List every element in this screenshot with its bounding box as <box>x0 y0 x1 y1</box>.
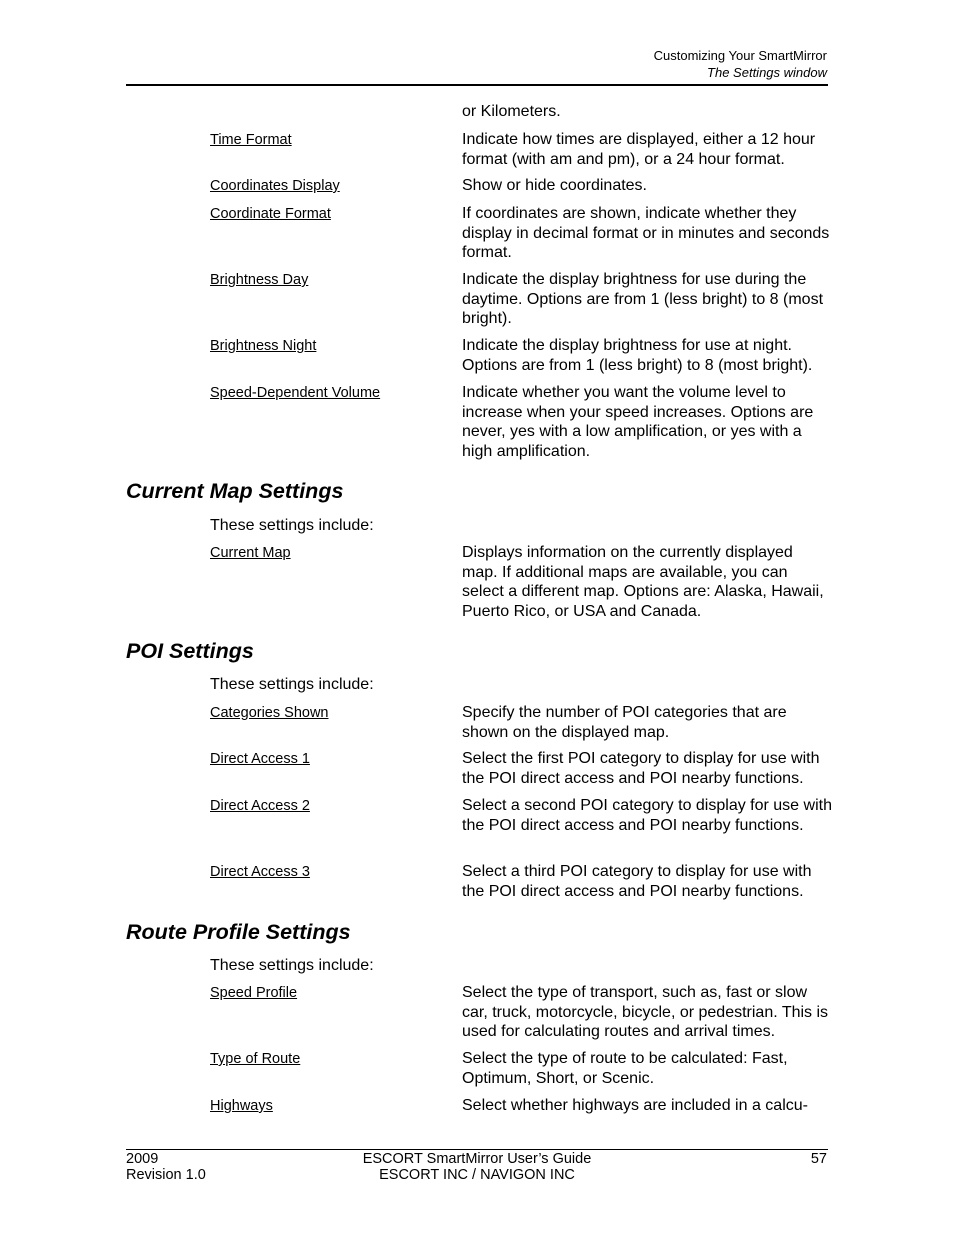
heading-poi-settings: POI Settings <box>126 639 254 663</box>
intro-route-profile: These settings include: <box>210 957 374 974</box>
heading-current-map-settings: Current Map Settings <box>126 479 344 503</box>
term-time-format: Time Format <box>210 132 292 148</box>
desc-direct-access-3: Select a third POI category to display for use with the POI direct access and POI nearby functions. <box>462 863 812 900</box>
footer-year: 2009 <box>126 1151 159 1167</box>
intro-current-map: These settings include: <box>210 517 374 534</box>
footer-rule <box>126 1149 828 1150</box>
intro-poi: These settings include: <box>210 676 374 693</box>
desc-highways: Select whether highways are included in a calcu- <box>462 1097 808 1114</box>
term-speed-dependent-volume: Speed-Dependent Volume <box>210 385 381 401</box>
term-type-of-route: Type of Route <box>210 1051 301 1067</box>
term-brightness-day: Brightness Day <box>210 272 309 288</box>
footer-center <box>127 1151 827 1183</box>
footer-revision: Revision 1.0 <box>126 1167 206 1183</box>
desc-direct-access-1: Select the first POI category to display for use with the POI direct access and POI nearby functions. <box>462 750 820 787</box>
footer-company: ESCORT INC / NAVIGON INC <box>379 1167 575 1183</box>
term-categories-shown: Categories Shown <box>210 705 329 721</box>
desc-categories-shown: Specify the number of POI categories that are shown on the displayed map. <box>462 704 787 741</box>
term-direct-access-1: Direct Access 1 <box>210 751 310 767</box>
term-direct-access-3: Direct Access 3 <box>210 864 310 880</box>
desc-speed-dependent-volume: Indicate whether you want the volume level to increase when your speed increases. Options are never, yes with a low amplification, or yes with a high amplification. <box>462 384 814 460</box>
footer-guide-title: ESCORT SmartMirror User’s Guide <box>362 1151 592 1167</box>
desc-coordinate-format: If coordinates are shown, indicate whether they display in decimal format or in minutes and seconds format. <box>462 205 830 262</box>
term-speed-profile: Speed Profile <box>210 985 298 1001</box>
term-current-map: Current Map <box>210 545 291 561</box>
term-direct-access-2: Direct Access 2 <box>210 798 310 814</box>
running-header <box>654 47 827 81</box>
continued-text: or Kilometers. <box>462 103 561 120</box>
term-coordinate-format: Coordinate Format <box>210 206 331 222</box>
desc-current-map: Displays information on the currently displayed map. If additional maps are available, you can select a different map. Options are: Alaska, Hawaii, Puerto Rico, or USA and Canada. <box>462 544 824 620</box>
desc-brightness-day: Indicate the display brightness for use during the daytime. Options are from 1 (less bright) to 8 (most bright). <box>462 271 824 328</box>
term-coordinates-display: Coordinates Display <box>210 178 340 194</box>
heading-route-profile-settings: Route Profile Settings <box>126 920 351 944</box>
desc-brightness-night: Indicate the display brightness for use at night. Options are from 1 (less bright) to 8 (most bright). <box>462 337 813 374</box>
header-section: The Settings window <box>707 65 827 80</box>
header-chapter: Customizing Your SmartMirror <box>653 48 827 63</box>
term-brightness-night: Brightness Night <box>210 338 317 354</box>
header-rule <box>126 84 828 86</box>
term-highways: Highways <box>210 1098 273 1114</box>
desc-type-of-route: Select the type of route to be calculated: Fast, Optimum, Short, or Scenic. <box>462 1050 788 1087</box>
desc-time-format: Indicate how times are displayed, either a 12 hour format (with am and pm), or a 24 hour format. <box>462 131 816 168</box>
desc-coordinates-display: Show or hide coordinates. <box>462 177 647 194</box>
desc-direct-access-2: Select a second POI category to display for use with the POI direct access and POI nearby functions. <box>462 797 832 834</box>
footer-page-number: 57 <box>810 1151 827 1167</box>
desc-speed-profile: Select the type of transport, such as, fast or slow car, truck, motorcycle, bicycle, or pedestrian. This is used for calculating routes and arrival times. <box>462 984 829 1041</box>
